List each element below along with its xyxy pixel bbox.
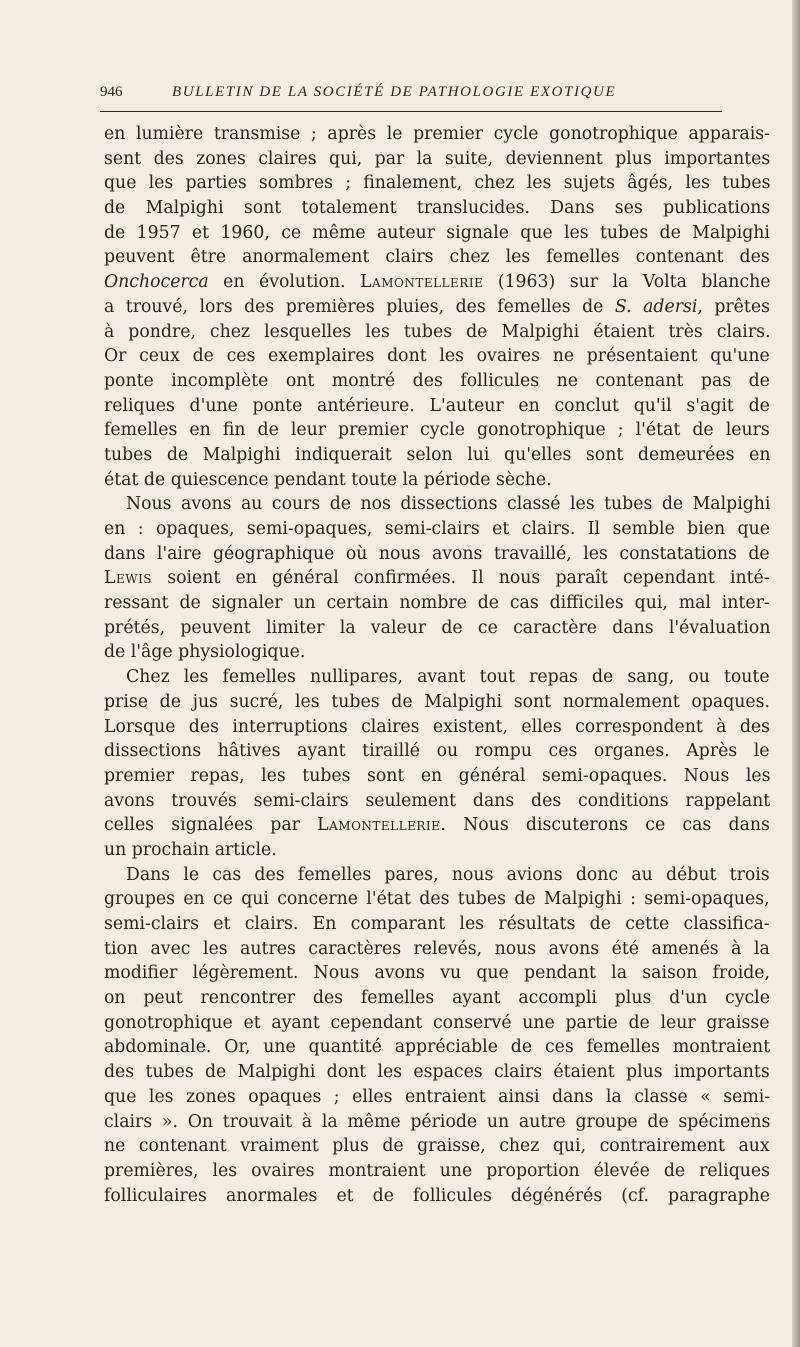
text-line: reliques d'une ponte antérieure. L'auteur en conclut qu'il s'agit de <box>104 395 770 416</box>
text-line: que les parties sombres ; finalement, chez les sujets âgés, les tubes <box>104 173 771 194</box>
genus-name: Onchocerca <box>104 272 209 293</box>
text-line: premières, les ovaires montraient une proportion élevée de reliques <box>104 1160 770 1181</box>
text-line: semi-clairs et clairs. En comparant les résultats de cette classifica- <box>104 914 770 934</box>
text-line: état de quiescence pendant toute la période sèche. <box>104 469 552 490</box>
text-line: des tubes de Malpighi dont les espaces clairs étaient plus importants <box>104 1062 770 1083</box>
text-line: folliculaires anormales et de follicules dégénérés (cf. paragraphe <box>104 1185 770 1206</box>
paragraph-1 <box>104 122 770 492</box>
page-number: 946 <box>100 84 123 100</box>
paragraph-3 <box>104 665 770 863</box>
text-line: que les zones opaques ; elles entraient ainsi dans la classe « semi- <box>104 1086 771 1107</box>
species-name: S. adersi <box>614 296 698 317</box>
text-line: ressant de signaler un certain nombre de cas difficiles qui, mal inter- <box>104 593 770 614</box>
text-line: sent des zones claires qui, par la suite, deviennent plus importantes <box>104 148 771 169</box>
text-line: à pondre, chez lesquelles les tubes de Malpighi étaient très clairs. <box>104 321 771 342</box>
header-rule <box>100 111 722 112</box>
text-line: Nous avons au cours de nos dissections classé les tubes de Malpighi <box>126 494 771 515</box>
paragraph-2 <box>104 492 770 665</box>
text-line: groupes en ce qui concerne l'état des tubes de Malpighi : semi-opaques, <box>104 889 770 910</box>
text-line: un prochain article. <box>104 839 277 860</box>
text-line: tubes de Malpighi indiquerait selon lui qu'elles sont demeurées en <box>104 444 771 465</box>
text-line: Dans le cas des femelles pares, nous avions donc au début trois <box>126 864 770 885</box>
text-line: prise de jus sucré, les tubes de Malpighi sont normalement opaques. <box>104 691 770 712</box>
text-line: dans l'aire géographique où nous avons travaillé, les constatations de <box>104 543 770 564</box>
text-line: peuvent être anormalement clairs chez les femelles contenant des <box>104 247 770 268</box>
text-line: gonotrophique et ayant cependant conservé une partie de leur graisse <box>104 1012 770 1033</box>
text-line: Lorsque des interruptions claires existent, elles correspondent à des <box>104 716 770 737</box>
running-header <box>100 82 722 108</box>
text-line: Or ceux de ces exemplaires dont les ovaires ne présentaient qu'une <box>104 346 770 367</box>
text-line: ne contenant vraiment plus de graisse, chez qui, contrairement aux <box>104 1136 770 1157</box>
text-line: modifier légèrement. Nous avons vu que pendant la saison froide, <box>104 963 771 984</box>
text-line <box>104 813 770 838</box>
text-line: en lumière transmise ; après le premier cycle gonotrophique apparais- <box>104 124 770 144</box>
text-line: ponte incomplète ont montré des follicules ne contenant pas de <box>104 370 770 391</box>
text-line: tion avec les autres caractères relevés, nous avons été amenés à la <box>104 938 770 959</box>
text-span: en évolution. <box>208 272 361 293</box>
text-line: dissections hâtives ayant tiraillé ou rompu ces organes. Après le <box>104 741 770 762</box>
page-edge-shadow <box>792 0 800 1347</box>
text-line: Chez les femelles nullipares, avant tout repas de sang, ou toute <box>126 667 770 688</box>
text-line <box>104 295 770 320</box>
text-line: avons trouvés semi-clairs seulement dans des conditions rappelant <box>104 790 771 811</box>
paragraph-4 <box>104 863 770 1209</box>
text-line: de l'âge physiologique. <box>104 642 306 663</box>
text-span: celles signalées par <box>104 815 318 836</box>
body-text <box>104 122 770 1208</box>
text-line <box>104 566 770 591</box>
text-span: . Nous discuterons ce cas dans <box>440 815 770 836</box>
text-span: , prêtes <box>697 296 770 317</box>
author-name: Lamontellerie <box>360 272 484 293</box>
text-line: en : opaques, semi-opaques, semi-clairs et clairs. Il semble bien que <box>104 519 770 539</box>
text-line: de Malpighi sont totalement translucides. Dans ses publications <box>104 198 771 219</box>
text-line: abdominale. Or, une quantité appréciable de ces femelles montraient <box>104 1037 771 1058</box>
author-name: Lewis <box>104 568 153 589</box>
text-line: de 1957 et 1960, ce même auteur signale que les tubes de Malpighi <box>104 222 770 243</box>
text-line: clairs ». On trouvait à la même période un autre groupe de spécimens <box>104 1111 771 1132</box>
text-span: (1963) sur la Volta blanche <box>483 272 771 293</box>
text-line: femelles en fin de leur premier cycle gonotrophique ; l'état de leurs <box>104 420 770 441</box>
text-line: premier repas, les tubes sont en général semi-opaques. Nous les <box>104 765 771 786</box>
author-name: Lamontellerie <box>317 815 441 836</box>
text-line: on peut rencontrer des femelles ayant accompli plus d'un cycle <box>104 988 770 1009</box>
text-span: a trouvé, lors des premières pluies, des femelles de <box>104 296 615 317</box>
text-line <box>104 270 770 295</box>
journal-title: BULLETIN DE LA SOCIÉTÉ DE PATHOLOGIE EXOTIQUE <box>172 84 617 100</box>
text-span: soient en général confirmées. Il nous paraît cependant inté- <box>152 568 770 589</box>
text-line: prétés, peuvent limiter la valeur de ce caractère dans l'évaluation <box>104 617 771 638</box>
